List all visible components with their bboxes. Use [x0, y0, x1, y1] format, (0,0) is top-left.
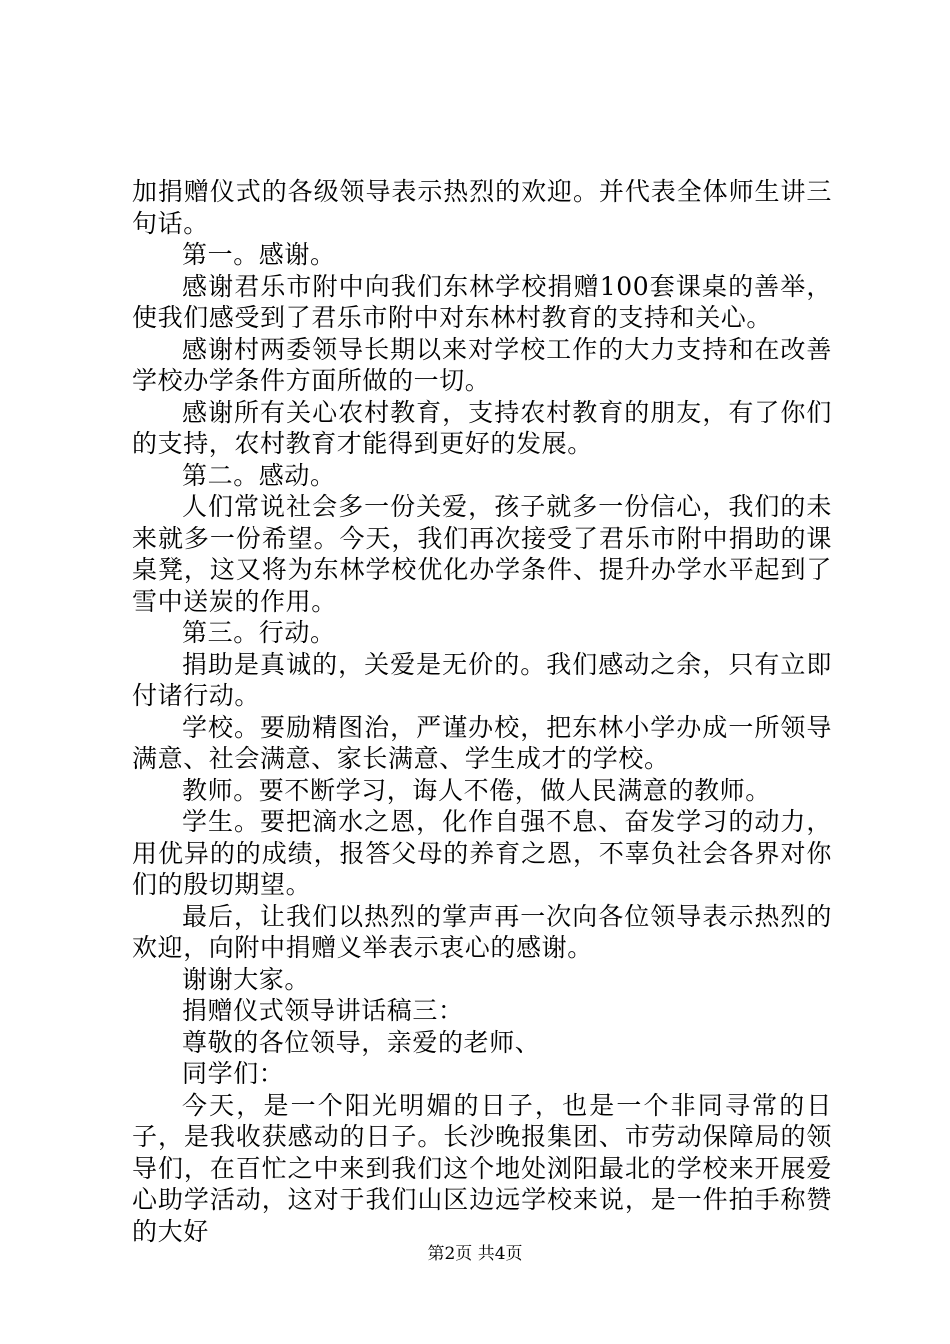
page-number-footer: 第2页 共4页 — [427, 1244, 523, 1264]
heading-action: 第三。行动。 — [182, 618, 336, 647]
salutation-line-2: 同学们： — [182, 1059, 285, 1088]
paragraph-moved: 人们常说社会多一份关爱，孩子就多一份信心，我们的未来就多一份希望。今天，我们再次接受了君乐市附中捐助的课桌凳，这又将为东林学校优化办学条件、提升办学水平起到了雪中送炭的作用。 — [132, 492, 832, 616]
paragraph-today: 今天，是一个阳光明媚的日子，也是一个非同寻常的日子，是我收获感动的日子。长沙晚报集团、市劳动保障局的领导们，在百忙之中来到我们这个地处浏阳最北的学校来开展爱心助学活动，这对于我们山区边远学校来说，是一件拍手称赞的大好 — [132, 1090, 832, 1246]
paragraph-thank-you: 谢谢大家。 — [182, 964, 311, 994]
paragraph-closing: 最后，让我们以热烈的掌声再一次向各位领导表示热烈的欢迎，向附中捐赠义举表示衷心的感谢。 — [132, 901, 832, 962]
paragraph-teachers: 教师。要不断学习，诲人不倦，做人民满意的教师。 — [182, 775, 771, 805]
paragraph-thanks-village: 感谢村两委领导长期以来对学校工作的大力支持和在改善学校办学条件方面所做的一切。 — [132, 334, 832, 395]
heading-gratitude: 第一。感谢。 — [182, 240, 336, 269]
salutation-line-1: 尊敬的各位领导，亲爱的老师、 — [182, 1027, 541, 1057]
paragraph-students: 学生。要把滴水之恩，化作自强不息、奋发学习的动力，用优异的的成绩，报答父母的养育之恩，不辜负社会各界对你们的殷切期望。 — [132, 807, 832, 899]
heading-moved: 第二。感动。 — [182, 460, 336, 490]
document-body — [132, 176, 832, 1247]
paragraph-school: 学校。要励精图治，严谨办校，把东林小学办成一所领导满意、社会满意、家长满意、学生成才的学校。 — [132, 712, 832, 773]
section-title: 捐赠仪式领导讲话稿三： — [182, 996, 464, 1025]
paragraph-action: 捐助是真诚的，关爱是无价的。我们感动之余，只有立即付诸行动。 — [132, 649, 832, 710]
paragraph-thanks-friends: 感谢所有关心农村教育，支持农村教育的朋友，有了你们的支持，农村教育才能得到更好的发展。 — [132, 397, 832, 458]
paragraph-thanks-donor: 感谢君乐市附中向我们东林学校捐赠100套课桌的善举，使我们感受到了君乐市附中对东林村教育的支持和关心。 — [132, 271, 832, 332]
paragraph-1: 加捐赠仪式的各级领导表示热烈的欢迎。并代表全体师生讲三句话。 — [132, 177, 832, 238]
